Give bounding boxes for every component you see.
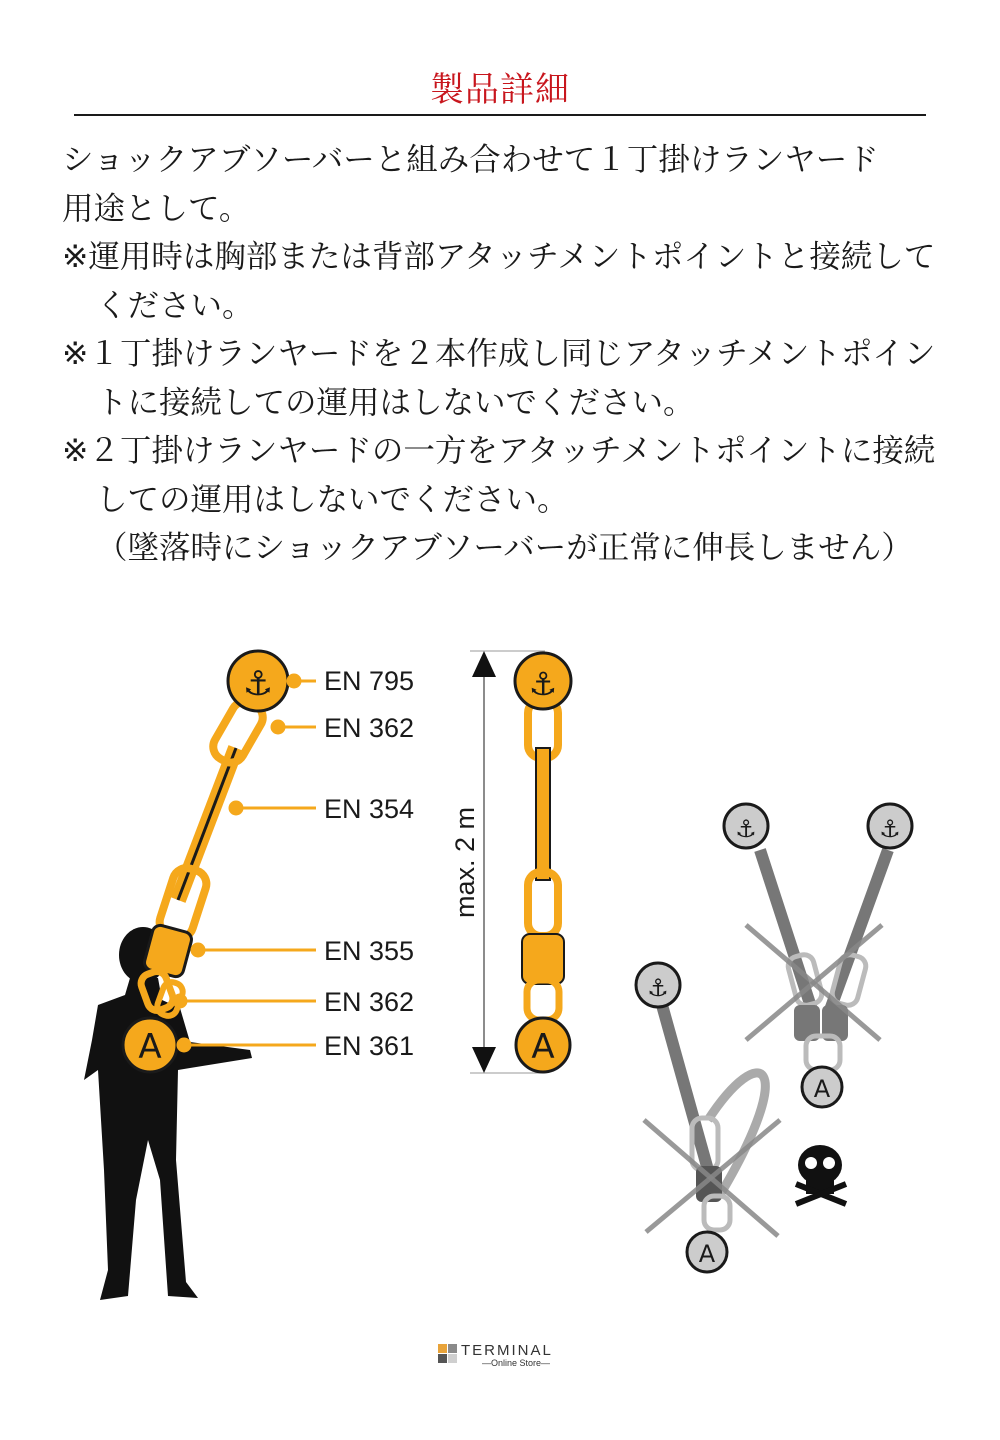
label-en795: EN 795 — [324, 666, 415, 696]
label-en354: EN 354 — [324, 794, 415, 824]
anchor-point-icon: ⚓ — [647, 974, 669, 1002]
note-item: ※運用時は胸部または背部アタッチメントポイントと接続してください。 — [62, 239, 936, 324]
max-length-label: max. 2 m — [450, 806, 480, 918]
brand-name: TERMINAL — [461, 1342, 553, 1359]
brand-subtitle: —Online Store— — [482, 1358, 551, 1368]
store-logo — [438, 1342, 568, 1372]
note-parenthetical: （墜落時にショックアブソーバーが正常に伸長しません） — [96, 530, 913, 566]
svg-text:⚓: ⚓ — [528, 665, 558, 703]
harness-attachment-icon — [516, 1018, 570, 1072]
harness-attachment-icon — [123, 1018, 177, 1072]
svg-text:A: A — [531, 1027, 555, 1067]
anchor-point-icon — [515, 653, 571, 709]
svg-text:⚓: ⚓ — [242, 664, 274, 704]
note-item: ※１丁掛けランヤードを２本作成し同じアタッチメントポイントに接続しての運用はしないでください。 — [62, 336, 936, 421]
page-title: 製品詳細 — [430, 70, 570, 110]
danger-skull-icon — [796, 1145, 846, 1204]
logo-mark-icon — [438, 1344, 458, 1364]
description-line: 用途として。 — [62, 190, 251, 227]
arrow-up-icon — [472, 651, 496, 677]
incorrect-double-anchor — [724, 804, 912, 1107]
label-en362-top: EN 362 — [324, 713, 415, 743]
label-en361: EN 361 — [324, 1031, 415, 1061]
harness-attachment-icon: A — [813, 1075, 831, 1103]
label-en355: EN 355 — [324, 936, 415, 966]
description-line: ショックアブソーバーと組み合わせて１丁掛けランヤード — [62, 142, 879, 178]
note-item: ※２丁掛けランヤードの一方をアタッチメントポイントに接続しての運用はしないでください。 — [62, 433, 936, 518]
svg-text:A: A — [138, 1027, 162, 1067]
lanyard-assembly — [138, 696, 268, 1018]
arrow-down-icon — [472, 1047, 496, 1073]
label-en362-bottom: EN 362 — [324, 987, 415, 1017]
lanyard-straight — [522, 700, 564, 1020]
anchor-point-icon: ⚓ — [879, 815, 901, 843]
anchor-point-icon — [228, 651, 288, 711]
harness-attachment-icon: A — [698, 1240, 716, 1268]
anchor-point-icon: ⚓ — [735, 815, 757, 843]
incorrect-loop-config — [636, 963, 780, 1272]
